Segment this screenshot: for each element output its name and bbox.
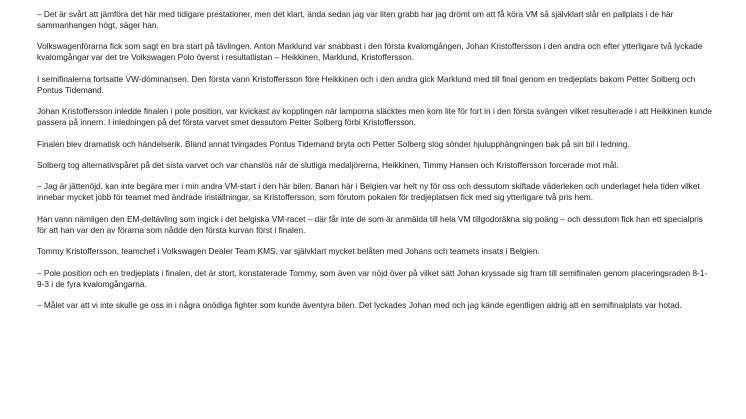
paragraph: I semifinalerna fortsatte VW-dominansen. Den första vann Kristoffersson före Heikkinen och i den andra gick Marklund med till final genom en tredjeplats bakom Petter Solberg och Pontus Tidemand. bbox=[37, 73, 696, 95]
paragraph: Johan Kristoffersson inledde finalen i pole position, var kvickast av kopplingen när lamporna släcktes men kom lite för fort in i den första svängen vilket resulterade i att Heikkinen kunde passera på innern. I inledningen på det första varvet smet dessutom Petter Solberg förbi Kristoffersson. bbox=[37, 106, 713, 128]
paragraph: – Jag är jättenöjd, kan inte begära mer i min andra VM-start i den här bilen. Banan här i Belgien var helt ny för oss och dessutom skiftade väderleken och underlaget hela tiden vilket innebar mycket jobb för teamet med ändrade inställningar, sa Kristoffersson, som förutom pokalen för tredjeplatsen fick med sig ytterligare två pris hem. bbox=[37, 181, 700, 203]
article-body bbox=[37, 9, 713, 321]
paragraph: Finalen blev dramatisk och händelserik. Bland annat tvingades Pontus Tidemand bryta och Petter Solberg slog sönder hjulupphängningen bak på sin bil i ledning. bbox=[37, 138, 630, 149]
paragraph: – Pole position och en tredjeplats i finalen, det är stort, konstaterade Tommy, som även var nöjd över på vilket sätt Johan kryssade sig fram till semifinalen genom placeringsraden 8-1-9-3 i de fyra kvalomgångarna. bbox=[37, 267, 708, 289]
paragraph: Solberg tog alternativspåret på det sista varvet och var chanslös när de slutliga medaljörerna, Heikkinen, Timmy Hansen och Kristoffersson forcerade mot mål. bbox=[37, 159, 619, 170]
paragraph: Tommy Kristoffersson, teamchef i Volkswagen Dealer Team KMS, var självklart mycket belåten med Johans och teamets insats i Belgien. bbox=[37, 246, 540, 257]
paragraph: Han vann nämligen den EM-deltävling som ingick i det belgiska VM-racet – där får inte de som är anmälda till hela VM tillgodoräkna sig poäng – och dessutom fick han ett specialpris för att han var den av förarna som nådde den första kurvan först i finalen. bbox=[37, 213, 703, 235]
paragraph: – Målet var att vi inte skulle ge oss in i några onödiga fighter som kunde äventyra bilen. Det lyckades Johan med och jag kände egentligen aldrig att en semifinalplats var hotad. bbox=[37, 299, 682, 310]
paragraph: Volkswagenförarna fick som sagt en bra start på tävlingen. Anton Marklund var snabbast i den första kvalomgången, Johan Kristoffersson i den andra och efter ytterligare två lyckade kvalomgångar var det tre Volkswagen Polo överst i resultatlistan – Heikkinen, Marklund, Kristoffersson. bbox=[37, 41, 703, 63]
paragraph: – Det är svårt att jämföra det här med tidigare prestationer, men det klart, ända sedan jag var liten grabb har jag drömt om att få köra VM så självklart slår en pallplats i de här sammanhangen högt, säger han. bbox=[37, 9, 674, 30]
